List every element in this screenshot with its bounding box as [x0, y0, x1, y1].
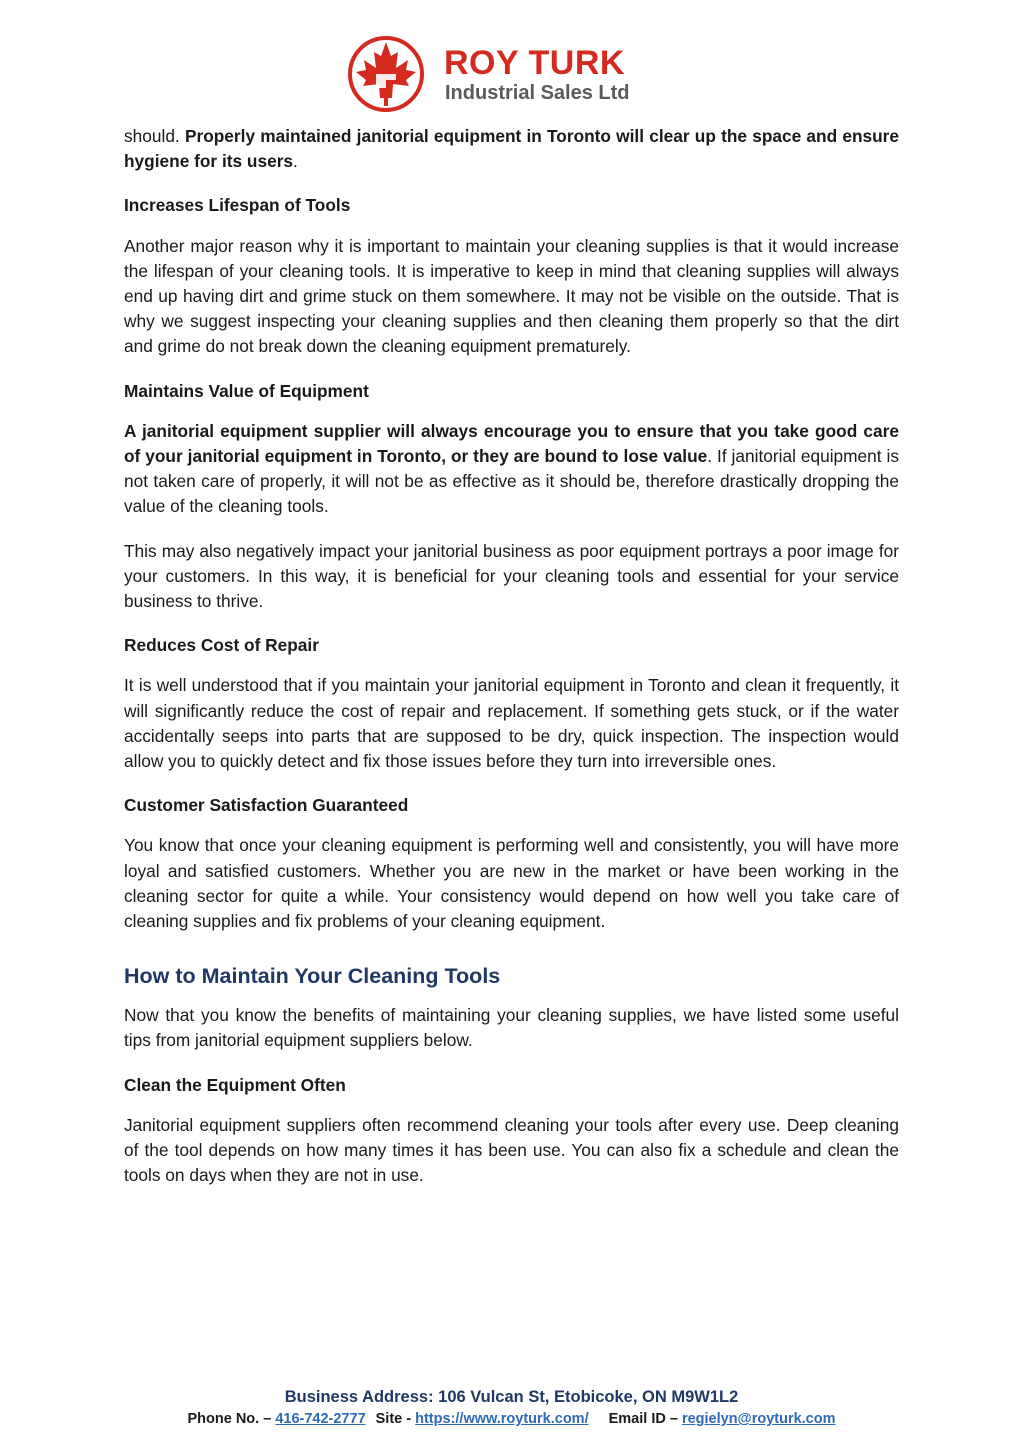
document-body [124, 124, 899, 1189]
company-logo [346, 34, 676, 114]
paragraph-satisfaction: You know that once your cleaning equipment is performing well and consistently, you will have more loyal and satisfied customers. Whether you are new in the market or have been working in the cleaning sector for quite a while. Your consistency would depend on how well you take care of cleaning supplies and fix problems of your cleaning equipment. [124, 835, 899, 932]
phone-separator: . – [255, 1411, 276, 1427]
phone-link[interactable]: 416-742-2777 [275, 1411, 366, 1427]
paragraph-value-2: This may also negatively impact your janitorial business as poor equipment portrays a poor image for your customers. In this way, it is beneficial for your cleaning tools and essential for your service business to thrive. [124, 540, 899, 612]
heading-repair: Reduces Cost of Repair [124, 635, 319, 656]
paragraph-lifespan: Another major reason why it is important to maintain your cleaning supplies is that it would increase the lifespan of your cleaning tools. It is imperative to keep in mind that cleaning supplies will always end up having dirt and grime stuck on them somewhere. It may not be visible on the outside. That is why we suggest inspecting your cleaning supplies and then cleaning them properly so that the dirt and grime do not break down the cleaning equipment prematurely. [124, 235, 899, 357]
intro-paragraph: should. Properly maintained janitorial equipment in Toronto will clear up the space and ensure hygiene for its users. [124, 126, 900, 172]
email-label: Email ID – [608, 1411, 682, 1427]
logo-title: ROY TURK [444, 44, 625, 82]
paragraph-repair: It is well understood that if you maintain your janitorial equipment in Toronto and clean it frequently, it will significantly reduce the cost of repair and replacement. If something gets stuck, or if the water accidentally seeps into parts that are supposed to be dry, quick inspection. The inspection would allow you to quickly detect and fix those issues before they turn into irreversible ones. [124, 675, 899, 772]
site-label: Site - [375, 1411, 416, 1427]
paragraph-value-1: A janitorial equipment supplier will always encourage you to ensure that you take good care of your janitorial equipment in Toronto, or they are bound to lose value. If janitorial equipment is not taken care of properly, it will not be as effective as it should be, therefore drastically dropping the value of the cleaning tools. [124, 420, 899, 517]
heading-value: Maintains Value of Equipment [124, 380, 369, 401]
footer-address: Business Address: 106 Vulcan St, Etobicoke, ON M9W1L2 [284, 1388, 739, 1406]
phone-label: Phone No [187, 1411, 256, 1427]
heading-lifespan: Increases Lifespan of Tools [124, 195, 351, 216]
heading-satisfaction: Customer Satisfaction Guaranteed [124, 795, 409, 816]
email-link[interactable]: regielyn@royturk.com [681, 1411, 836, 1427]
logo-subtitle: Industrial Sales Ltd [445, 82, 630, 104]
footer-contacts [0, 1411, 1023, 1427]
site-link[interactable]: https://www.royturk.com/ [415, 1411, 589, 1427]
heading-clean-often: Clean the Equipment Often [124, 1074, 346, 1095]
paragraph-maintain: Now that you know the benefits of maintaining your cleaning supplies, we have listed some useful tips from janitorial equipment suppliers below. [124, 1005, 899, 1051]
maple-leaf-icon [346, 34, 426, 114]
paragraph-clean-often: Janitorial equipment suppliers often recommend cleaning your tools after every use. Deep cleaning of the tool depends on how many times it has been use. You can also fix a schedule and clean the tools on days when they are not in use. [124, 1114, 899, 1186]
section-heading-maintain: How to Maintain Your Cleaning Tools [124, 964, 501, 989]
